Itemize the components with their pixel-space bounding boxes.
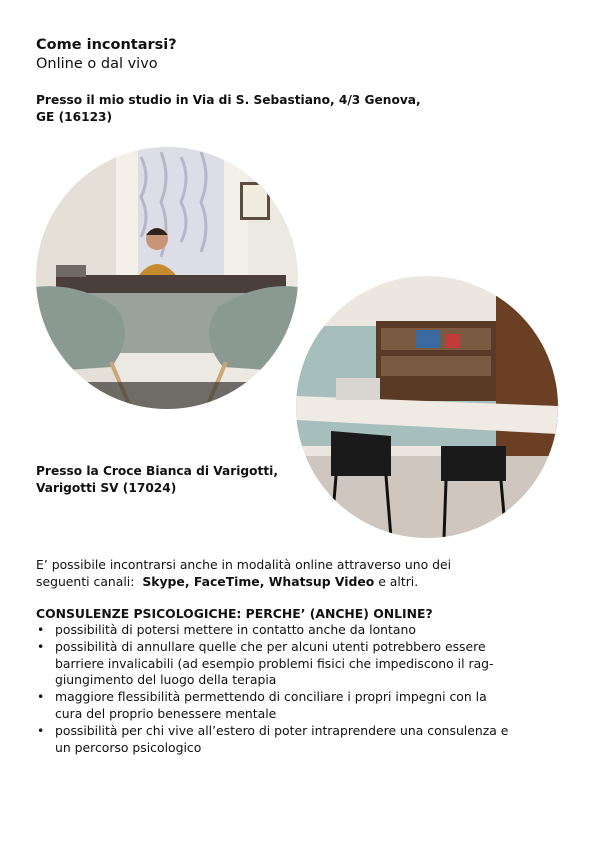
section-title: CONSULENZE PSICOLOGICHE: PERCHE’ (ANCHE) ONLINE? bbox=[36, 606, 433, 621]
list-item bbox=[36, 622, 566, 639]
studio-photo-varigotti-illustration bbox=[296, 276, 558, 538]
list-item bbox=[36, 723, 566, 757]
online-line2-prefix: seguenti canali: bbox=[36, 574, 143, 589]
list-item bbox=[36, 639, 566, 689]
online-line2 bbox=[36, 573, 566, 590]
studio-photo-genova-illustration bbox=[36, 147, 298, 409]
online-line1: E’ possibile incontrarsi anche in modalità online attraverso uno dei bbox=[36, 557, 452, 572]
bullet-icon: • bbox=[37, 689, 45, 705]
benefits-list bbox=[36, 622, 566, 756]
list-item-line: un percorso psicologico bbox=[55, 739, 202, 755]
location-varigotti bbox=[36, 463, 306, 497]
online-channels: Skype, FaceTime, Whatsup Video bbox=[142, 574, 375, 589]
list-item-line: giungimento del luogo della terapia bbox=[55, 672, 277, 688]
studio-photo-genova bbox=[36, 147, 298, 409]
location-varigotti-line2: Varigotti SV (17024) bbox=[36, 481, 177, 495]
list-item-line: possibilità di potersi mettere in contatto anche da lontano bbox=[55, 622, 416, 637]
page-subtitle: Online o dal vivo bbox=[36, 56, 158, 72]
location-genova-line1: Presso il mio studio in Via di S. Sebastiano, 4/3 Genova, bbox=[36, 93, 421, 107]
bullet-icon: • bbox=[37, 638, 45, 654]
bullet-icon: • bbox=[37, 722, 45, 738]
online-line2-suffix: e altri. bbox=[374, 574, 419, 589]
list-item-line: barriere invalicabili (ad esempio problemi fisici che impediscono il rag- bbox=[55, 655, 494, 671]
location-varigotti-line1: Presso la Croce Bianca di Varigotti, bbox=[36, 464, 278, 478]
online-paragraph bbox=[36, 556, 566, 590]
list-item-line: cura del proprio benessere mentale bbox=[55, 705, 277, 721]
list-item bbox=[36, 689, 566, 723]
page-title: Come incontarsi? bbox=[36, 37, 177, 53]
list-item-line: possibilità di annullare quelle che per alcuni utenti potrebbero essere bbox=[55, 638, 486, 654]
studio-photo-varigotti bbox=[296, 276, 558, 538]
location-genova bbox=[36, 92, 456, 126]
list-item-line: possibilità per chi vive all’estero di poter intraprendere una consulenza e bbox=[55, 722, 509, 738]
list-item-line: maggiore flessibilità permettendo di conciliare i propri impegni con la bbox=[55, 689, 487, 705]
bullet-icon: • bbox=[37, 622, 45, 637]
location-genova-line2: GE (16123) bbox=[36, 110, 113, 124]
